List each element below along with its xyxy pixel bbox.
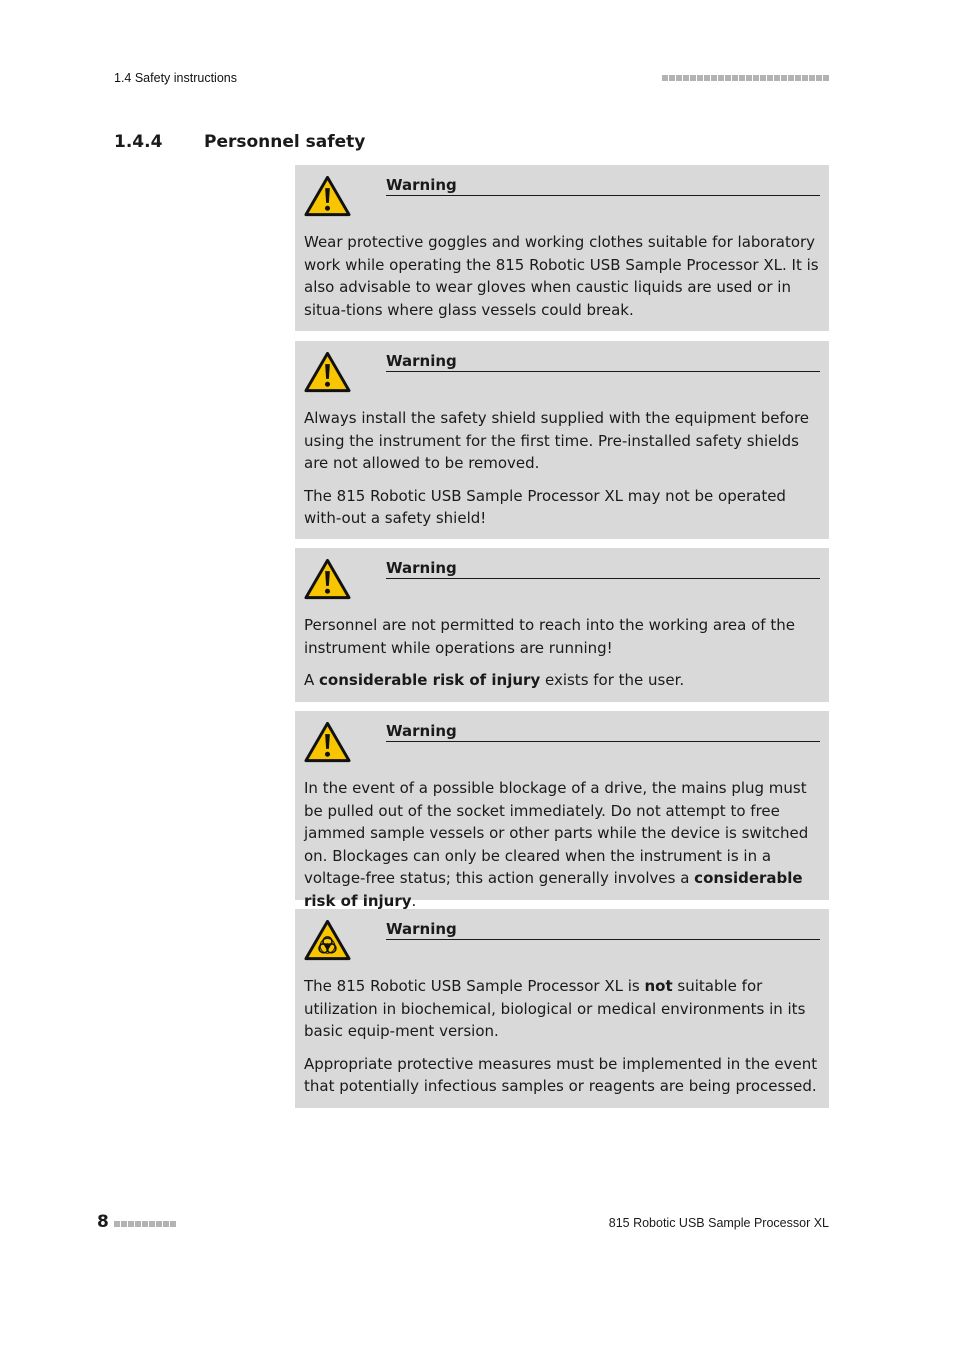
- warning-paragraph: [304, 407, 821, 475]
- warning-paragraph: [304, 777, 821, 912]
- warning-triangle-icon: [304, 721, 351, 763]
- body-text: Wear protective goggles and working clothes suitable for laboratory work while operating the 815 Robotic USB Sample Processor XL. It is also advisable to wear gloves when caustic liquids are used or in situa-tions where glass vessels could break.: [304, 233, 819, 319]
- section-number: 1.4.4: [114, 132, 163, 152]
- warning-paragraph: [304, 231, 821, 321]
- warning-box: [295, 165, 829, 331]
- warning-heading: Warning: [386, 560, 820, 579]
- warning-box: [295, 711, 829, 910]
- warning-heading: Warning: [386, 177, 820, 196]
- warning-paragraph: [304, 975, 821, 1043]
- warning-paragraph: [304, 669, 821, 692]
- section-heading: [114, 132, 365, 152]
- emphasis-text: considerable risk of injury: [304, 869, 803, 910]
- warning-triangle-icon: [304, 351, 351, 393]
- warning-text: [304, 777, 821, 922]
- running-head: 1.4 Safety instructions: [114, 71, 237, 85]
- body-text: .: [411, 891, 417, 910]
- emphasis-text: not: [644, 977, 673, 995]
- body-text: Always install the safety shield supplied with the equipment before using the instrument for the first time. Pre-installed safety shields are not allowed to be removed.: [304, 409, 810, 472]
- warning-triangle-icon: [304, 175, 351, 217]
- warning-text: [304, 614, 821, 702]
- page-number: 8: [97, 1212, 109, 1232]
- biohazard-icon: [304, 919, 351, 961]
- warning-box: [295, 341, 829, 539]
- body-text: The 815 Robotic USB Sample Processor XL is: [304, 977, 645, 995]
- warning-heading: Warning: [386, 353, 820, 372]
- footer-document-title: 815 Robotic USB Sample Processor XL: [608, 1216, 829, 1230]
- warning-triangle-icon: [304, 558, 351, 600]
- header-decor-squares: [662, 75, 829, 81]
- body-text: In the event of a possible blockage of a drive, the mains plug must be pulled out of the socket immediately. Do not attempt to free jammed sample vessels or other parts while the device is switched on. Blockages can only be cleared when the instrument is in a voltage-free status; this action generally involves a: [304, 779, 809, 887]
- section-title: Personnel safety: [204, 132, 366, 152]
- warning-text: [304, 407, 821, 540]
- body-text: The 815 Robotic USB Sample Processor XL may not be operated with-out a safety shield!: [304, 486, 786, 527]
- warning-paragraph: [304, 1053, 821, 1098]
- warning-text: [304, 975, 821, 1108]
- body-text: exists for the user.: [540, 671, 685, 689]
- body-text: A: [304, 671, 320, 689]
- warning-paragraph: [304, 485, 821, 530]
- body-text: suitable for utilization in biochemical, biological or medical environments in its basic equip-ment version.: [304, 977, 806, 1040]
- body-text: Personnel are not permitted to reach into the working area of the instrument while operations are running!: [304, 616, 795, 657]
- warning-text: [304, 231, 821, 331]
- warning-box: [295, 548, 829, 702]
- body-text: Appropriate protective measures must be implemented in the event that potentially infectious samples or reagents are being processed.: [304, 1054, 818, 1095]
- warning-heading: Warning: [386, 921, 820, 940]
- warning-heading: Warning: [386, 723, 820, 742]
- footer-decor-squares: [114, 1221, 176, 1227]
- warning-box: [295, 909, 829, 1108]
- warning-paragraph: [304, 614, 821, 659]
- emphasis-text: considerable risk of injury: [319, 671, 541, 689]
